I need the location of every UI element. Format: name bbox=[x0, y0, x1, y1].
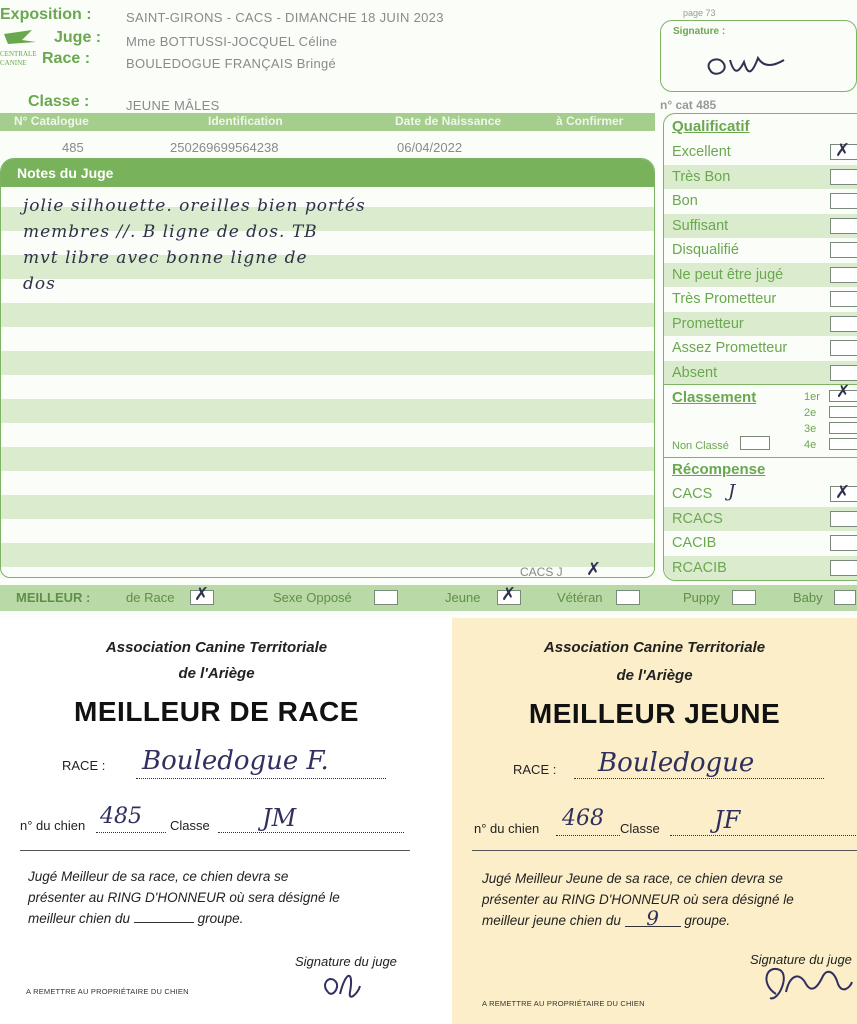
check-tick-icon: ✗ bbox=[194, 584, 210, 605]
meilleur-label: MEILLEUR : bbox=[16, 590, 91, 605]
notes-handwriting: jolie silhouette. oreilles bien portés membres //. B ligne de dos. TB mvt libre avec bonne ligne de dos bbox=[23, 196, 366, 294]
recompense-label-text: CACIB bbox=[672, 535, 717, 551]
qualificatif-label-text: Assez Prometteur bbox=[672, 340, 788, 356]
recompense-label-text: RCACS bbox=[672, 510, 723, 527]
qualificatif-panel bbox=[663, 113, 857, 581]
catalog-identification: 250269699564238 bbox=[170, 140, 279, 155]
qualificatif-checkbox[interactable] bbox=[830, 340, 857, 356]
meilleur-checkbox[interactable] bbox=[190, 584, 214, 605]
card-race-assoc-line2: de l'Ariège bbox=[178, 665, 255, 682]
recompense-checkbox[interactable] bbox=[830, 482, 857, 503]
classement-label: Classement bbox=[672, 389, 757, 406]
race-label: Race : bbox=[42, 50, 91, 67]
meilleur-item-label: Puppy bbox=[683, 590, 720, 605]
recompense-checkbox[interactable] bbox=[830, 560, 857, 576]
qualificatif-row bbox=[664, 361, 857, 386]
catalog-header-confirmer: à Confirmer bbox=[556, 114, 624, 128]
meilleur-checkbox[interactable] bbox=[732, 590, 756, 605]
recompense-row bbox=[664, 507, 857, 532]
cacs-j-note: CACS J bbox=[520, 565, 563, 579]
qualificatif-row bbox=[664, 312, 857, 337]
meilleur-item-label: Jeune bbox=[445, 590, 481, 605]
qualificatif-label-text: Absent bbox=[672, 364, 718, 381]
qualificatif-label-text: Suffisant bbox=[672, 217, 729, 234]
card-jeune-classe-label: Classe bbox=[620, 821, 660, 836]
qualificatif-checkbox[interactable] bbox=[830, 365, 857, 381]
card-jeune-groupe-value: 9 bbox=[625, 910, 681, 927]
qualificatif-checkbox[interactable] bbox=[830, 169, 857, 185]
card-race-title: MEILLEUR DE RACE bbox=[74, 696, 359, 727]
recompense-label: Récompense bbox=[672, 461, 766, 478]
qualificatif-label-text: Disqualifié bbox=[672, 242, 739, 258]
catalog-header-numero: N° Catalogue bbox=[14, 114, 89, 128]
rank-4: 4e bbox=[804, 439, 817, 451]
meilleur-item-label: Vétéran bbox=[557, 590, 603, 605]
race-value: BOULEDOGUE FRANÇAIS Bringé bbox=[126, 56, 337, 71]
card-race-classe-value: JM bbox=[262, 804, 297, 832]
recompense-note: J bbox=[728, 481, 736, 502]
meilleur-item-label: Baby bbox=[793, 590, 823, 605]
card-race-race-value: Bouledogue F. bbox=[142, 746, 329, 776]
recompense-label-text: RCACIB bbox=[672, 559, 727, 576]
catalog-date-naissance: 06/04/2022 bbox=[397, 140, 463, 155]
qualificatif-row bbox=[664, 189, 857, 214]
notes-label: Notes du Juge bbox=[17, 165, 114, 181]
card-jeune-signature-icon bbox=[756, 944, 856, 1006]
qualificatif-label: Qualificatif bbox=[672, 118, 750, 135]
card-race-signature-label: Signature du juge bbox=[295, 954, 397, 969]
classe-label: Classe : bbox=[28, 93, 90, 110]
card-jeune-assoc-line2: de l'Ariège bbox=[616, 667, 693, 684]
meilleur-checkbox[interactable] bbox=[497, 584, 521, 605]
recompense-row bbox=[664, 556, 857, 581]
card-jeune-footer: A REMETTRE AU PROPRIÉTAIRE DU CHIEN bbox=[482, 999, 645, 1008]
recompense-label-text: CACS bbox=[672, 486, 713, 502]
qualificatif-checkbox[interactable] bbox=[830, 316, 857, 332]
meilleur-item-label: de Race bbox=[126, 590, 175, 605]
card-race-footer: A REMETTRE AU PROPRIÉTAIRE DU CHIEN bbox=[26, 987, 189, 996]
qualificatif-row bbox=[664, 287, 857, 312]
qualificatif-checkbox[interactable] bbox=[830, 140, 857, 161]
non-classe-checkbox[interactable] bbox=[740, 436, 770, 450]
qualificatif-row bbox=[664, 238, 857, 263]
recompense-row bbox=[664, 531, 857, 556]
notes-panel bbox=[0, 158, 655, 578]
qualificatif-checkbox[interactable] bbox=[830, 267, 857, 283]
recompense-checkbox[interactable] bbox=[830, 535, 857, 551]
rank-2: 2e bbox=[804, 407, 817, 419]
qualificatif-label-text: Prometteur bbox=[672, 315, 744, 332]
recompense-row bbox=[664, 482, 857, 507]
qualificatif-label-text: Très Bon bbox=[672, 168, 731, 185]
catalog-header-identification: Identification bbox=[208, 114, 283, 128]
card-jeune-race-value: Bouledogue bbox=[598, 748, 755, 778]
meilleur-checkbox[interactable] bbox=[616, 590, 640, 605]
card-jeune-chien-value: 468 bbox=[562, 806, 604, 831]
qualificatif-label-text: Bon bbox=[672, 193, 698, 209]
rank-1-tick-icon: ✗ bbox=[836, 382, 851, 402]
card-race-paragraph: Jugé Meilleur de sa race, ce chien devra se présenter au RING D'HONNEUR où sera désigné le meilleur chien du groupe. bbox=[28, 869, 340, 926]
logo-text: CENTRALE CANINE bbox=[0, 50, 37, 67]
juge-label: Juge : bbox=[54, 29, 102, 46]
check-tick-icon: ✗ bbox=[835, 482, 851, 503]
card-race-chien-value: 485 bbox=[100, 804, 142, 829]
qualificatif-row bbox=[664, 214, 857, 239]
qualificatif-row bbox=[664, 140, 857, 165]
rank-3-checkbox[interactable] bbox=[829, 422, 857, 434]
rank-1: 1er bbox=[804, 391, 820, 403]
catalog-numero: 485 bbox=[62, 140, 84, 155]
qualificatif-label-text: Excellent bbox=[672, 144, 731, 160]
qualificatif-label-text: Très Prometteur bbox=[672, 291, 777, 307]
qualificatif-row bbox=[664, 165, 857, 190]
card-race-assoc-line1: Association Canine Territoriale bbox=[105, 639, 328, 656]
meilleur-item-label: Sexe Opposé bbox=[273, 590, 352, 605]
exposition-value: SAINT-GIRONS - CACS - DIMANCHE 18 JUIN 2023 bbox=[126, 10, 444, 25]
card-jeune-classe-value: JF bbox=[714, 806, 741, 834]
catalog-header-date: Date de Naissance bbox=[395, 114, 502, 128]
rank-4-checkbox[interactable] bbox=[829, 438, 857, 450]
rank-2-checkbox[interactable] bbox=[829, 406, 857, 418]
card-meilleur-jeune bbox=[452, 618, 857, 1024]
qualificatif-row bbox=[664, 336, 857, 361]
card-race-race-label: RACE : bbox=[62, 758, 106, 773]
check-tick-icon: ✗ bbox=[835, 140, 851, 161]
qualificatif-checkbox[interactable] bbox=[830, 193, 857, 209]
card-jeune-chien-label: n° du chien bbox=[474, 821, 540, 836]
recompense-checkbox[interactable] bbox=[830, 511, 857, 527]
juge-value: Mme BOTTUSSI-JOCQUEL Céline bbox=[126, 34, 338, 49]
card-race-classe-label: Classe bbox=[170, 818, 210, 833]
card-jeune-assoc-line1: Association Canine Territoriale bbox=[543, 639, 766, 656]
check-tick-icon: ✗ bbox=[501, 584, 517, 605]
card-jeune-title: MEILLEUR JEUNE bbox=[528, 698, 781, 729]
card-race-chien-label: n° du chien bbox=[20, 818, 86, 833]
meilleur-checkbox[interactable] bbox=[834, 590, 856, 605]
card-jeune-signature-label: Signature du juge bbox=[750, 952, 852, 967]
non-classe-label: Non Classé bbox=[672, 440, 729, 452]
qualificatif-row bbox=[664, 263, 857, 288]
card-jeune-race-label: RACE : bbox=[513, 762, 557, 777]
judge-signature-icon bbox=[700, 48, 820, 84]
num-cat-label: n° cat 485 bbox=[660, 98, 717, 112]
qualificatif-label-text: Ne peut être jugé bbox=[672, 266, 784, 283]
qualificatif-checkbox[interactable] bbox=[830, 242, 857, 258]
classe-value: JEUNE MÂLES bbox=[126, 98, 220, 113]
card-meilleur-de-race bbox=[0, 618, 433, 1024]
exposition-label: Exposition : bbox=[0, 6, 92, 23]
page-number: page 73 bbox=[683, 8, 716, 18]
card-jeune-paragraph: Jugé Meilleur Jeune de sa race, ce chien devra se présenter au RING D'HONNEUR où sera désigné le meilleur jeune chien du 9 groupe. bbox=[482, 871, 794, 930]
qualificatif-checkbox[interactable] bbox=[830, 291, 857, 307]
card-race-signature-icon bbox=[318, 964, 368, 1004]
cacs-j-tick-icon: ✗ bbox=[586, 559, 602, 580]
card-gap bbox=[433, 618, 452, 1024]
signature-label: Signature : bbox=[673, 26, 726, 37]
rank-3: 3e bbox=[804, 423, 817, 435]
meilleur-checkbox[interactable] bbox=[374, 590, 398, 605]
qualificatif-checkbox[interactable] bbox=[830, 218, 857, 234]
